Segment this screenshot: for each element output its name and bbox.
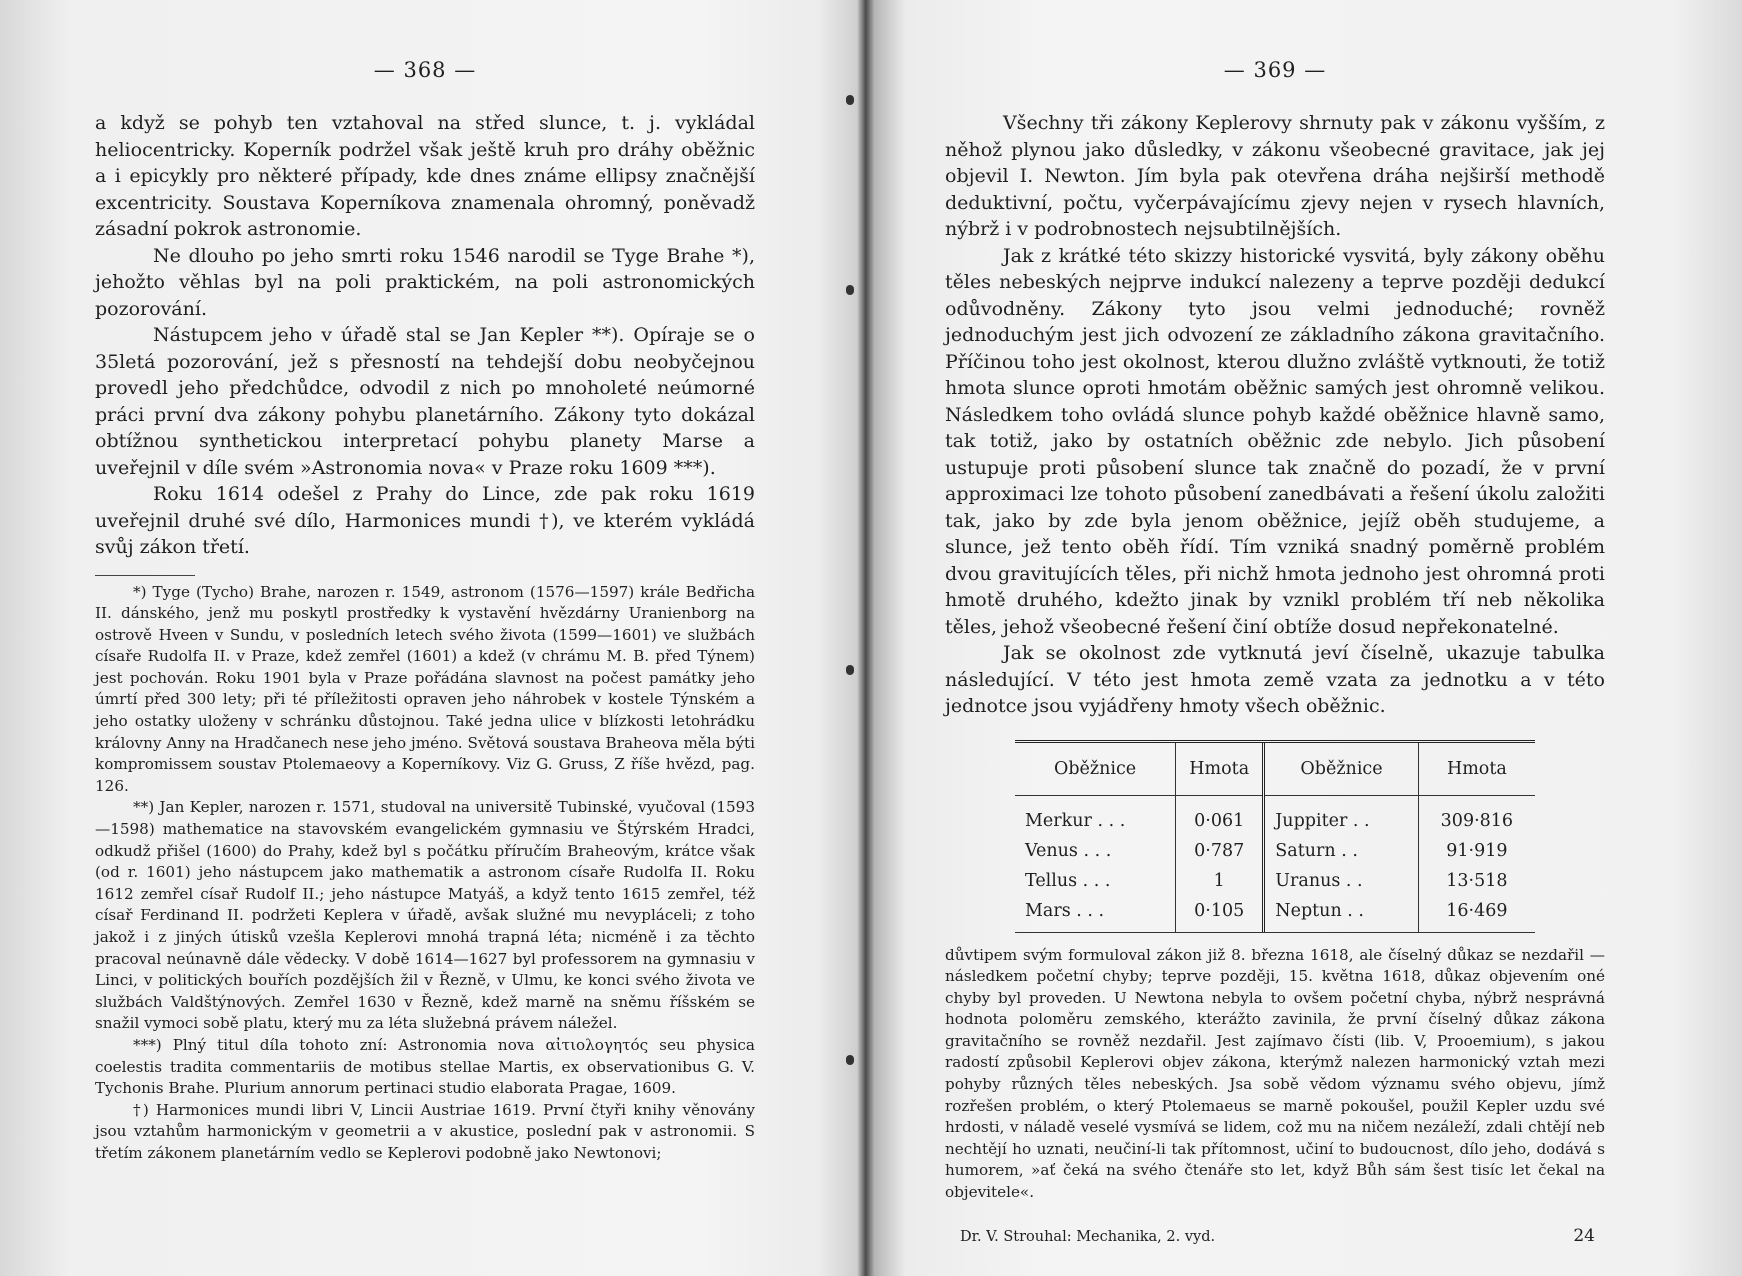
paragraph: Roku 1614 odešel z Prahy do Lince, zde pak roku 1619 uveřejnil druhé své dílo, Harmonices mundi †), ve kterém vykládá svůj zákon třetí. [95, 483, 755, 558]
paragraph: Nástupcem jeho v úřadě stal se Jan Kepler **). Opíraje se o 35letá pozorování, jež s přesností na tehdejší dobu neobyčejnou provedl jeho předchůdce, odvodil z nich po mnoholeté neúmorné práci první dva zákony pohybu planetárního. Zákony tyto dokázal obtížnou synthetickou interpretací pohybu planety Marse a uveřejnil v díle svém »Astronomia nova« v Praze roku 1609 ***). [95, 324, 755, 479]
footnote: ***) Plný titul díla tohoto zní: Astronomia nova αἰτιολογητός seu physica coelestis tradita commentariis de motibus stellae Martis, ex observationibus G. V. Tychonis Brahe. Plurium annorum pertinaci studio elaborata Pragae, 1609. [95, 1035, 755, 1098]
planet-name: Merkur . . . [1015, 795, 1176, 836]
planet-mass: 91·919 [1446, 840, 1508, 861]
planet-name: Neptun . . [1264, 896, 1418, 932]
table-header-row [1015, 743, 1535, 796]
footnotes [95, 582, 755, 1165]
planet-name: Venus . . . [1015, 836, 1176, 866]
table-row [1015, 896, 1535, 932]
table-row [1015, 795, 1535, 836]
planet-mass: 16·469 [1446, 900, 1508, 921]
column-header: Oběžnice [1015, 743, 1176, 796]
planet-name: Mars . . . [1015, 896, 1176, 932]
binding-stitch [846, 285, 854, 295]
left-page [95, 0, 755, 1276]
binding-stitch [846, 1055, 854, 1065]
paragraph: Ne dlouho po jeho smrti roku 1546 narodil se Tyge Brahe *), jehožto věhlas byl na poli praktickém, na poli astronomických pozorování. [95, 244, 755, 320]
table-bottom-rule [1015, 932, 1535, 933]
footnote-divider [95, 575, 195, 576]
planet-mass: 13·518 [1446, 870, 1508, 891]
right-page [945, 0, 1605, 1276]
binding-stitch [846, 95, 854, 105]
column-header: Oběžnice [1264, 743, 1418, 796]
footnote: důvtipem svým formuloval zákon již 8. března 1618, ale číselný důkaz se nezdařil — následkem početní chyby; teprve později, 15. května 1618, důkaz objevením oné chyby byl proveden. U Newtona nebyla to ovšem početní chyba, nýbrž nesprávná hodnota poloměru zemského, kterážto zavinila, že první číselný důkaz zákona gravitačního se rovněž nezdařil. Jest zajímavo čísti (lib. V, Prooemium), s jakou radostí způsobil Keplerovi objev zákona, kterýmž nalezen harmonický vztah mezi pohyby různých těles nebeských. Jsa sobě vědom významu svého objevu, jímž rozřešen problém, o který Ptolemaeus se marně pokoušel, použil Kepler uzdu své hrdosti, v náladě veselé vysmívá se lidem, což mu na ničem nezáleží, zdali chtějí neb nechtějí ho uznati, neučiní-li tak přítomnost, učiní to budoucnost, dílo jeho, dodává s humorem, »ať čeká na svého čtenáře sto let, když Bůh sám šest tisíc let čekal na objevitele«. [945, 945, 1605, 1202]
page-footer [945, 1226, 1605, 1246]
binding-gutter [844, 0, 856, 1276]
planet-mass: 0·787 [1176, 836, 1264, 866]
binding-stitch [846, 665, 854, 675]
page-number: — 368 — [373, 58, 477, 82]
planet-name: Tellus . . . [1015, 866, 1176, 896]
planet-mass: 0·061 [1176, 795, 1264, 836]
body-text [95, 110, 755, 561]
planet-table [1015, 743, 1535, 932]
footnote: †) Harmonices mundi libri V, Lincii Austriae 1619. První čtyři knihy věnovány jsou vztahům harmonickým v geometrii a v akustice, poslední pak v astronomii. S třetím zákonem planetárním vedlo se Keplerovi podobně jako Newtonovi; [95, 1100, 755, 1162]
column-header: Hmota [1176, 743, 1264, 796]
planet-name: Saturn . . [1264, 836, 1418, 866]
paragraph: Jak se okolnost zde vytknutá jeví číselně, ukazuje tabulka následující. V této jest hmota země vzata za jednotku a v této jednotce jsou vyjádřeny hmoty všech oběžnic. [945, 642, 1605, 717]
paragraph: a když se pohyb ten vztahoval na střed slunce, t. j. vykládal heliocentricky. Koperník podržel však ještě kruh pro dráhy oběžnic a i epicykly pro některé případy, kde dnes známe ellipsy značnější excentricity. Soustava Koperníkova znamenala ohromný, poněvadž zásadní pokrok astronomie. [95, 112, 755, 240]
table-row [1015, 836, 1535, 866]
planet-mass: 1 [1176, 866, 1264, 896]
footnote-continued [945, 945, 1605, 1204]
page-number: — 369 — [1223, 58, 1327, 82]
footnote: *) Tyge (Tycho) Brahe, narozen r. 1549, astronom (1576—1597) krále Bedřicha II. dánského, jenž mu poskytl prostředky k vystavění hvězdárny Uranienborg na ostrově Hveen v Sundu, v posledních letech svého života (1599—1601) ve službách císaře Rudolfa II. v Praze, kdež zemřel (1601) a kdež (v chrámu M. B. před Týnem) jest pochován. Roku 1901 byla v Praze pořádána slavnost na počest památky jeho úmrtí před 300 lety; při té příležitosti opraven jeho náhrobek v kostele Týnském a jeho ostatky uloženy v schránku důstojnou. Také jedna ulice v blízkosti letohrádku královny Anny na Hradčanech nese jeho jméno. Světová soustava Braheova měla býti kompromissem soustav Ptolemaeovy a Koperníkovy. Viz G. Gruss, Z říše hvězd, pag. 126. [95, 582, 755, 795]
column-header: Hmota [1418, 743, 1535, 796]
body-text [945, 110, 1605, 720]
sheet-number: 24 [1573, 1225, 1595, 1246]
paragraph: Jak z krátké této skizzy historické vysvitá, byly zákony oběhu těles nebeských nejprve indukcí nalezeny a teprve později dedukcí odůvodněny. Zákony tyto jsou velmi jednoduché; rovněž jednoduchým jest jich odvození ze základního zákona gravitačního. Příčinou toho jest okolnost, kterou dlužno zvláště vytknouti, že totiž hmota slunce oproti hmotám oběžnic samých jest ohromně velikou. Následkem toho ovládá slunce pohyb každé oběžnice hlavně samo, tak totiž, jako by ostatních oběžnic zde nebylo. Jich působení ustupuje proti působení slunce tak značně do pozadí, že v první approximaci lze tohoto působení zanedbávati a řešení úkolu založiti tak, jako by zde byla jenom oběžnice, jejíž oběh studujeme, a slunce, jež tento oběh řídí. Tím vzniká snadný poměrně problém dvou gravitujících těles, při nichž hmota jednoho jest ohromná proti hmotě druhého, kdežto jinak by vznikl problém tří neb několika těles, jehož všeobecné řešení činí obtíže dosud nepřekonatelné. [945, 244, 1605, 638]
planet-mass: 0·105 [1176, 896, 1264, 932]
planet-mass-table [1015, 740, 1535, 933]
table-row [1015, 866, 1535, 896]
footnote: **) Jan Kepler, narozen r. 1571, studoval na universitě Tubinské, vyučoval (1593—1598) mathematice na stavovském evangelickém gymnasiu ve Štýrském Hradci, odkudž přišel (1600) do Prahy, kdež byl s počátku příručím Braheovým, krátce však (od r. 1601) jeho nástupcem jako mathematik a astronom císaře Rudolfa II. Roku 1612 zemřel císař Rudolf II.; jeho nástupce Matyáš, a když tento 1615 zemřel, též císař Ferdinand II. podržeti Keplera v úřadě, avšak služné mu nevypláceli; z toho jakož i z jiných útisků vzešla Keplerovi mnohá trapná léta; nicméně i za těchto pracoval neúnavně dále vědecky. V době 1614—1627 byl professorem na gymnasiu v Linci, v politických bouřích pozdějších žil v Řezně, v Ulmu, ke konci svého života ve službách Valdštýnových. Zemřel 1630 v Řezně, kdež marně na sněmu říšském se snažil vymoci sobě platu, který mu za léta služebná právem náležel. [95, 798, 755, 1033]
paragraph: Všechny tři zákony Keplerovy shrnuty pak v zákonu vyšším, z něhož plynou jako důsledky, v zákonu všeobecné gravitace, jak jej objevil I. Newton. Jím byla pak otevřena dráha nejširší methodě deduktivní, počtu, vyčerpávajícímu zjevy nejen v rysech hlavních, nýbrž i v podrobnostech nejsubtilnějších. [945, 112, 1605, 240]
planet-name: Uranus . . [1264, 866, 1418, 896]
planet-mass: 309·816 [1440, 810, 1514, 831]
signature-line: Dr. V. Strouhal: Mechanika, 2. vyd. [960, 1228, 1216, 1245]
planet-name: Juppiter . . [1264, 795, 1418, 836]
